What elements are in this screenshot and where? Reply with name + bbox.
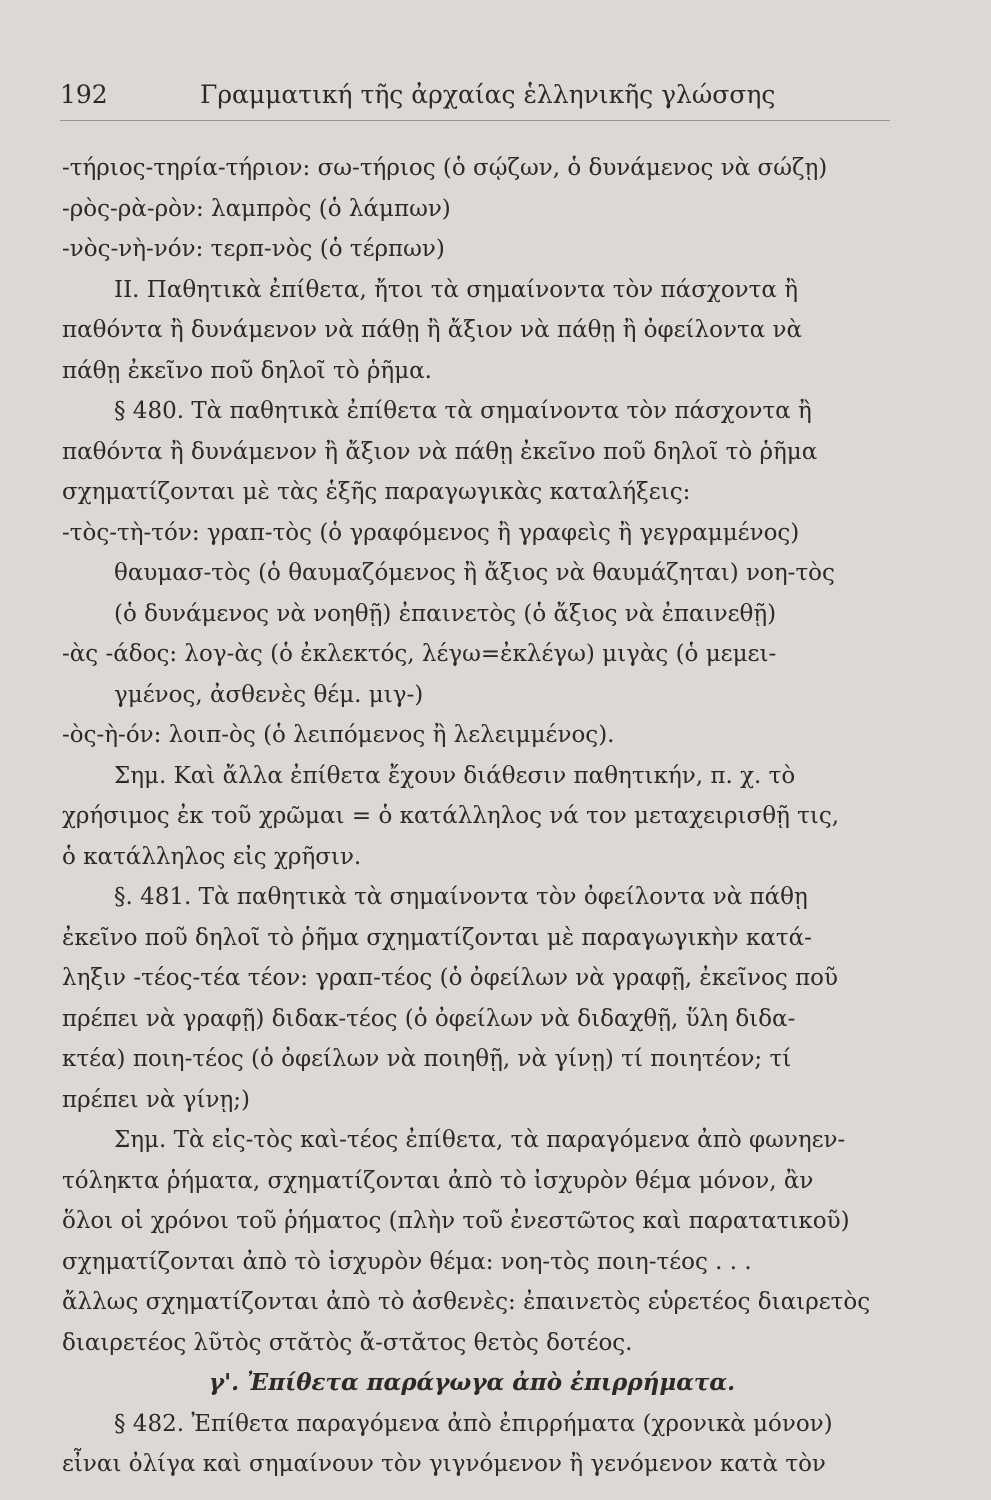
text-line: πρέπει νὰ γίνῃ;) bbox=[62, 1086, 250, 1113]
paragraph-482-start: § 482. Ἐπίθετα παραγόμενα ἀπὸ ἐπιρρήματα (χρονικὰ μόνον) bbox=[114, 1410, 833, 1437]
text-line: ἐκεῖνο ποῦ δηλοῖ τὸ ῥῆμα σχηματίζονται μὲ παραγωγικὴν κατά- bbox=[62, 924, 812, 951]
text-line: -ὰς -άδος: λογ-ὰς (ὁ ἐκλεκτός, λέγω=ἐκλέγω) μιγὰς (ὁ μεμει- bbox=[62, 641, 777, 667]
text-line: -τήριος-τηρία-τήριον: σω-τήριος (ὁ σῴζων, ὁ δυνάμενος νὰ σώζῃ) bbox=[62, 155, 828, 181]
subsection-title: γ'. Ἐπίθετα παράγωγα ἀπὸ ἐπιρρήματα. bbox=[208, 1369, 736, 1396]
text-line: πάθῃ ἐκεῖνο ποῦ δηλοῖ τὸ ῥῆμα. bbox=[62, 357, 432, 384]
text-line: -ὸς-ὴ-όν: λοιπ-ὸς (ὁ λειπόμενος ἢ λελειμμένος). bbox=[62, 722, 615, 748]
page-header bbox=[60, 70, 890, 121]
page-body bbox=[62, 148, 882, 1485]
text-line: παθόντα ἢ δυνάμενον ἢ ἄξιον νὰ πάθῃ ἐκεῖνο ποῦ δηλοῖ τὸ ῥῆμα bbox=[62, 438, 818, 465]
text-line: ὁ κατάλληλος εἰς χρῆσιν. bbox=[62, 843, 362, 870]
text-line: -νὸς-νὴ-νόν: τερπ-νὸς (ὁ τέρπων) bbox=[62, 236, 445, 262]
text-line: πρέπει νὰ γραφῇ) διδακ-τέος (ὁ ὀφείλων νὰ διδαχθῇ, ὕλη διδα- bbox=[62, 1005, 796, 1032]
text-line: ἄλλως σχηματίζονται ἀπὸ τὸ ἀσθενὲς: ἐπαινετὸς εὑρετέος διαιρετὸς bbox=[62, 1289, 871, 1315]
text-line: θαυμασ-τὸς (ὁ θαυμαζόμενος ἢ ἄξιος νὰ θαυμάζηται) νοη-τὸς bbox=[114, 560, 835, 586]
text-line: διαιρετέος λῦτὸς στᾰτὸς ἄ-στᾰτος θετὸς δοτέος. bbox=[62, 1329, 633, 1356]
text-line: σχηματίζονται μὲ τὰς ἑξῆς παραγωγικὰς καταλήξεις: bbox=[62, 479, 691, 505]
text-line: σχηματίζονται ἀπὸ τὸ ἰσχυρὸν θέμα: νοη-τὸς ποιη-τέος . . . bbox=[62, 1248, 752, 1275]
section-heading-line: II. Παθητικὰ ἐπίθετα, ἤτοι τὰ σημαίνοντα τὸν πάσχοντα ἢ bbox=[114, 276, 799, 303]
text-line: ὅλοι οἱ χρόνοι τοῦ ῥήματος (πλὴν τοῦ ἐνεστῶτος καὶ παρατατικοῦ) bbox=[62, 1208, 850, 1234]
text-line: κτέα) ποιη-τέος (ὁ ὀφείλων νὰ ποιηθῇ, νὰ γίνῃ) τί ποιητέον; τί bbox=[62, 1046, 792, 1072]
text-line: εἶναι ὀλίγα καὶ σημαίνουν τὸν γιγνόμενον ἢ γενόμενον κατὰ τὸν bbox=[62, 1451, 826, 1477]
text-line: -ρὸς-ρὰ-ρὸν: λαμπρὸς (ὁ λάμπων) bbox=[62, 195, 451, 222]
note-line: Σημ. Τὰ εἰς-τὸς καὶ-τέος ἐπίθετα, τὰ παραγόμενα ἀπὸ φωνηεν- bbox=[114, 1127, 846, 1153]
running-title: Γραμματική τῆς ἀρχαίας ἑλληνικῆς γλώσσης bbox=[200, 80, 776, 109]
text-line: (ὁ δυνάμενος νὰ νοηθῇ) ἐπαινετὸς (ὁ ἄξιος νὰ ἐπαινεθῇ) bbox=[114, 600, 777, 627]
page-number: 192 bbox=[60, 80, 108, 109]
text-line: γμένος, ἀσθενὲς θέμ. μιγ-) bbox=[114, 681, 424, 708]
text-line: ληξιν -τέος-τέα τέον: γραπ-τέος (ὁ ὀφείλων νὰ γραφῇ, ἐκεῖνος ποῦ bbox=[62, 965, 839, 991]
text-line: χρήσιμος ἐκ τοῦ χρῶμαι = ὁ κατάλληλος νά τον μεταχειρισθῇ τις, bbox=[62, 803, 840, 829]
text-line: -τὸς-τὴ-τόν: γραπ-τὸς (ὁ γραφόμενος ἢ γραφεὶς ἢ γεγραμμένος) bbox=[62, 519, 800, 546]
paragraph-480-start: § 480. Τὰ παθητικὰ ἐπίθετα τὰ σημαίνοντα τὸν πάσχοντα ἢ bbox=[114, 398, 812, 424]
paragraph-481-start: §. 481. Τὰ παθητικὰ τὰ σημαίνοντα τὸν ὀφείλοντα νὰ πάθῃ bbox=[114, 884, 808, 910]
note-line: Σημ. Καὶ ἄλλα ἐπίθετα ἔχουν διάθεσιν παθητικήν, π. χ. τὸ bbox=[114, 762, 796, 789]
text-line: παθόντα ἢ δυνάμενον νὰ πάθῃ ἢ ἄξιον νὰ πάθῃ ἢ ὀφείλοντα νὰ bbox=[62, 317, 803, 343]
text-line: τόληκτα ῥήματα, σχηματίζονται ἀπὸ τὸ ἰσχυρὸν θέμα μόνον, ἂν bbox=[62, 1167, 814, 1194]
